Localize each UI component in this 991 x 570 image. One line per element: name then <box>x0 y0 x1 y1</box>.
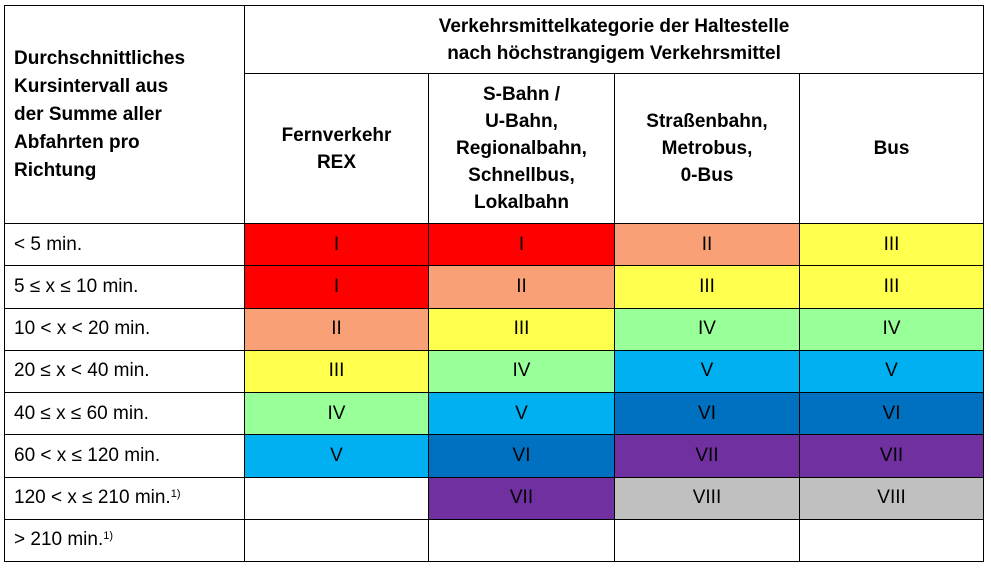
category-cell: IV <box>429 350 615 392</box>
row-label <box>5 393 245 435</box>
category-cell: III <box>429 308 615 350</box>
table-row <box>5 224 984 266</box>
row-label-text: 5 ≤ x ≤ 10 min. <box>14 275 139 297</box>
column-header-sbahn: S-Bahn / U-Bahn, Regionalbahn, Schnellbus, Lokalbahn <box>429 74 615 224</box>
table-row <box>5 435 984 477</box>
table-row <box>5 393 984 435</box>
row-label <box>5 266 245 308</box>
row-label <box>5 477 245 519</box>
row-label <box>5 350 245 392</box>
header-row-top <box>5 6 984 74</box>
table-row <box>5 308 984 350</box>
row-label-text: 60 < x ≤ 120 min. <box>14 444 161 466</box>
table-row <box>5 477 984 519</box>
category-cell: IV <box>245 393 429 435</box>
category-cell: VI <box>615 393 800 435</box>
category-table <box>4 5 984 562</box>
category-cell: VI <box>800 393 984 435</box>
category-cell: I <box>245 266 429 308</box>
category-cell: III <box>800 224 984 266</box>
row-label-text: < 5 min. <box>14 233 83 255</box>
column-header-fernverkehr: Fernverkehr REX <box>245 74 429 224</box>
category-cell: V <box>615 350 800 392</box>
category-cell: VI <box>429 435 615 477</box>
category-cell: I <box>245 224 429 266</box>
category-cell: V <box>429 393 615 435</box>
category-table-frame <box>4 5 983 562</box>
row-label <box>5 435 245 477</box>
row-label <box>5 519 245 561</box>
category-cell: I <box>429 224 615 266</box>
category-cell: III <box>245 350 429 392</box>
category-cell <box>615 519 800 561</box>
column-group-header: Verkehrsmittelkategorie der Haltestelle nach höchstrangigem Verkehrsmittel <box>245 6 984 74</box>
row-label <box>5 224 245 266</box>
row-label-text: 120 < x ≤ 210 min. <box>14 487 171 509</box>
category-cell: V <box>245 435 429 477</box>
category-cell: V <box>800 350 984 392</box>
column-header-bus: Bus <box>800 74 984 224</box>
table-row <box>5 266 984 308</box>
table-body <box>5 224 984 562</box>
category-cell: VII <box>429 477 615 519</box>
category-cell: III <box>615 266 800 308</box>
table-row <box>5 350 984 392</box>
column-header-strassenbahn: Straßenbahn, Metrobus, 0-Bus <box>615 74 800 224</box>
category-cell: II <box>429 266 615 308</box>
row-label-text: 20 ≤ x < 40 min. <box>14 360 150 382</box>
row-label-text: 10 < x < 20 min. <box>14 318 151 340</box>
row-header-interval: Durchschnittliches Kursintervall aus der Summe aller Abfahrten pro Richtung <box>5 6 245 224</box>
footnote-marker: 1) <box>170 488 181 501</box>
category-cell: II <box>615 224 800 266</box>
category-cell: IV <box>800 308 984 350</box>
row-label-text: 40 ≤ x ≤ 60 min. <box>14 402 149 424</box>
category-cell <box>245 519 429 561</box>
row-label-text: > 210 min. <box>14 529 104 551</box>
footnote-marker: 1) <box>103 530 114 543</box>
category-cell: III <box>800 266 984 308</box>
table-row <box>5 519 984 561</box>
category-cell: VII <box>800 435 984 477</box>
category-cell: VII <box>615 435 800 477</box>
category-cell <box>800 519 984 561</box>
category-cell: II <box>245 308 429 350</box>
category-cell: IV <box>615 308 800 350</box>
category-cell <box>429 519 615 561</box>
row-label <box>5 308 245 350</box>
category-cell: VIII <box>615 477 800 519</box>
category-cell: VIII <box>800 477 984 519</box>
category-cell <box>245 477 429 519</box>
